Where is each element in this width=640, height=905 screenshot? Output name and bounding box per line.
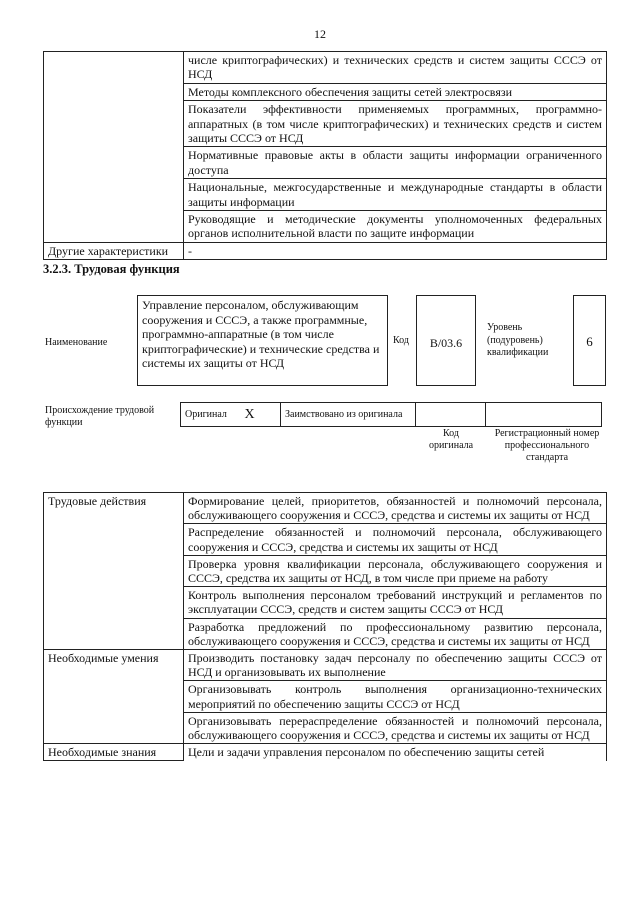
table-cell: Методы комплексного обеспечения защиты сетей электросвязи: [184, 83, 607, 100]
function-code-box: B/03.6: [416, 295, 476, 386]
table-cell: Руководящие и методические документы уполномоченных федеральных органов исполнительной власти по защите информации: [184, 211, 607, 243]
origin-label: Происхождение трудовой функции: [45, 405, 155, 428]
qualification-level-label: Уровень (подуровень) квалификации: [487, 322, 549, 358]
function-name-box: Управление персоналом, обслуживающим сооружения и СССЭ, а также программные, программно-аппаратные (в том числе криптографические) и технические средства и системы их защиты от НСД: [137, 295, 388, 386]
table-cell: Национальные, межгосударственные и международные стандарты в области защиты информации: [184, 179, 607, 211]
table-cell: Цели и задачи управления персоналом по обеспечению защиты сетей: [184, 744, 607, 761]
original-label: Оригинал: [181, 403, 241, 427]
labor-function-table: [43, 492, 607, 761]
table-cell-empty: [44, 52, 184, 243]
table-cell: Организовывать контроль выполнения организационно-технических мероприятий по обеспечению защиты СССЭ от НСД: [184, 681, 607, 712]
table-row: [44, 493, 607, 524]
table-row: [44, 650, 607, 681]
table-cell: числе криптографических) и технических средств и систем защиты СССЭ от НСД: [184, 52, 607, 84]
table-row: [44, 242, 607, 259]
table-cell: Разработка предложений по профессиональному развитию персонала, обслуживающего сооружения и СССЭ, средства и системы их защиты от НСД: [184, 618, 607, 649]
original-mark: X: [241, 403, 281, 427]
table-row: [44, 744, 607, 761]
page-number: 12: [314, 27, 326, 41]
table-cell: Проверка уровня квалификации персонала, обслуживающего сооружения и СССЭ, средства их защиты от НСД, в том числе при приеме на работу: [184, 555, 607, 586]
table-cell: Контроль выполнения персоналом требований инструкций и регламентов по эксплуатации СССЭ, средств и систем защиты СССЭ от НСД: [184, 587, 607, 618]
qualification-level-box: 6: [573, 295, 606, 386]
table-cell: Показатели эффективности применяемых программных, программно-аппаратных (в том числе криптографических) и технических средств и систем защиты СССЭ от НСД: [184, 101, 607, 147]
table-cell: Производить постановку задач персоналу по обеспечению защиты СССЭ от НСД и организовывать их выполнение: [184, 650, 607, 681]
borrowed-label: Заимствовано из оригинала: [281, 403, 416, 427]
table-row: [44, 52, 607, 84]
reg-number-caption: Регистрационный номер профессионального стандарта: [494, 428, 600, 464]
origin-table: [180, 402, 602, 427]
name-label: Наименование: [45, 337, 108, 348]
row-label: Трудовые действия: [44, 493, 184, 650]
knowledge-table-continued: [43, 51, 607, 260]
code-original-caption: Код оригинала: [428, 428, 474, 451]
row-label: Необходимые знания: [44, 744, 184, 761]
table-cell: Формирование целей, приоритетов, обязанностей и полномочий персонала, обслуживающего сооружения и СССЭ, средства и системы их защиты от НСД: [184, 493, 607, 524]
row-label: Необходимые умения: [44, 650, 184, 744]
table-cell: Нормативные правовые акты в области защиты информации ограниченного доступа: [184, 147, 607, 179]
row-label: Другие характеристики: [44, 242, 184, 259]
section-heading: 3.2.3. Трудовая функция: [43, 262, 180, 276]
table-cell: Организовывать перераспределение обязанностей и полномочий персонала, обслуживающего сооружения и СССЭ, средства и системы их защиты от НСД: [184, 712, 607, 743]
table-cell: -: [184, 242, 607, 259]
table-cell: Распределение обязанностей и полномочий персонала, обслуживающего сооружения и СССЭ, средства и системы их защиты от НСД: [184, 524, 607, 555]
code-label: Код: [393, 335, 409, 346]
code-original-cell: [416, 403, 486, 427]
table-row: [181, 403, 602, 427]
reg-number-cell: [486, 403, 602, 427]
